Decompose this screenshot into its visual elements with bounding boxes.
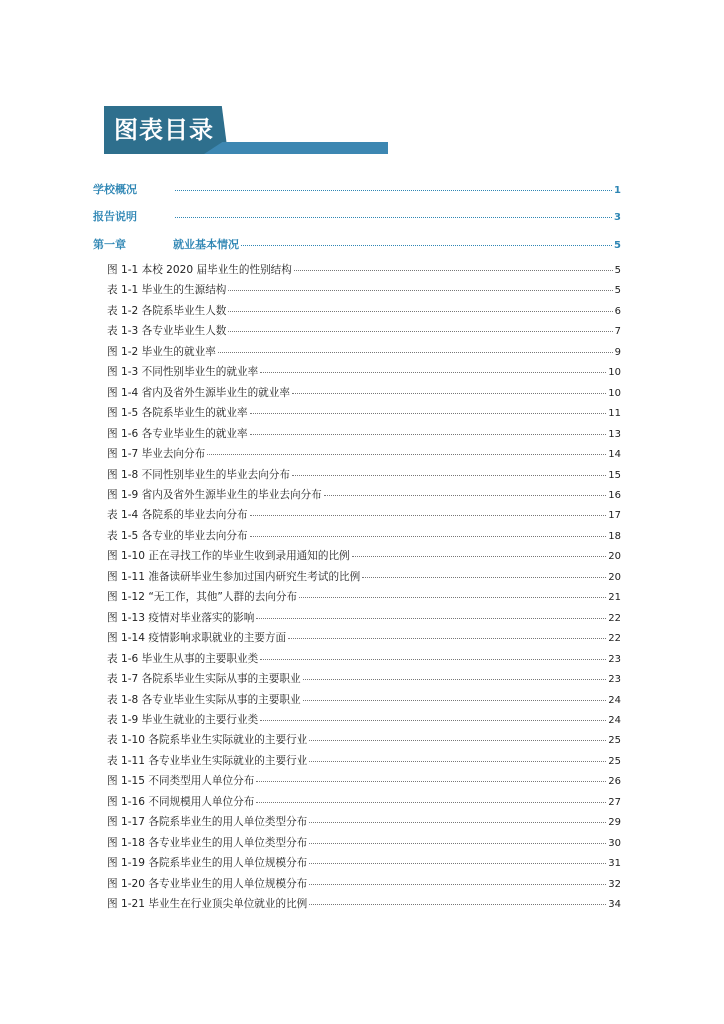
toc-item-entry[interactable] xyxy=(93,773,621,788)
toc-item-entry[interactable] xyxy=(93,794,621,809)
dot-leader xyxy=(303,679,607,680)
page-title: 图表目录 xyxy=(114,116,214,144)
page-number: 23 xyxy=(608,674,621,685)
toc-item-entry[interactable] xyxy=(93,487,621,502)
dot-leader xyxy=(309,904,606,905)
page-number: 9 xyxy=(614,346,621,358)
item-title: 图 1-19 各院系毕业生的用人单位规模分布 xyxy=(107,857,308,869)
item-title: 图 1-10 正在寻找工作的毕业生收到录用通知的比例 xyxy=(107,550,350,563)
item-title: 图 1-7 毕业去向分布 xyxy=(107,448,206,460)
page-number: 5 xyxy=(614,265,621,276)
toc-item-entry[interactable] xyxy=(93,569,621,584)
chapter-label: 第一章 xyxy=(93,238,126,251)
dot-leader xyxy=(218,352,613,353)
toc-item-entry[interactable] xyxy=(93,528,621,543)
item-title: 表 1-2 各院系毕业生人数 xyxy=(107,304,227,317)
item-title: 图 1-17 各院系毕业生的用人单位类型分布 xyxy=(107,816,308,829)
dot-leader xyxy=(241,245,612,246)
toc-item-entry[interactable] xyxy=(93,405,621,420)
page-number: 25 xyxy=(608,735,621,747)
dot-leader xyxy=(309,884,606,885)
page-number: 25 xyxy=(608,755,621,767)
item-title: 图 1-16 不同规模用人单位分布 xyxy=(107,795,255,808)
item-title: 图 1-13 疫情对毕业落实的影响 xyxy=(107,611,255,624)
toc-item-entry[interactable] xyxy=(93,426,621,441)
item-title: 图 1-2 毕业生的就业率 xyxy=(107,345,216,358)
toc-item-entry[interactable] xyxy=(93,896,621,911)
toc-item-entry[interactable] xyxy=(93,876,621,891)
dot-leader xyxy=(294,270,613,271)
page-number: 34 xyxy=(608,898,621,910)
page-number: 10 xyxy=(608,387,621,399)
toc-item-entry[interactable] xyxy=(93,282,621,297)
page-number: 24 xyxy=(608,714,621,726)
dot-leader xyxy=(292,393,606,394)
page-number: 17 xyxy=(608,510,621,522)
item-title: 表 1-3 各专业毕业生人数 xyxy=(107,325,227,338)
dot-leader xyxy=(228,290,612,291)
item-title: 图 1-11 准备读研毕业生参加过国内研究生考试的比例 xyxy=(107,570,361,583)
dot-leader xyxy=(362,577,606,578)
page-number: 20 xyxy=(608,571,621,583)
page-number: 1 xyxy=(614,185,621,196)
item-title: 图 1-20 各专业毕业生的用人单位规模分布 xyxy=(107,877,308,890)
item-title: 图 1-21 毕业生在行业顶尖单位就业的比例 xyxy=(107,897,308,910)
page-number: 26 xyxy=(608,776,621,788)
chapter-label: 学校概况 xyxy=(93,183,137,196)
toc-item-entry[interactable] xyxy=(93,671,621,686)
page-number: 3 xyxy=(614,212,621,223)
toc-item-entry[interactable] xyxy=(93,344,621,359)
toc-item-entry[interactable] xyxy=(93,712,621,727)
toc-item-entry[interactable] xyxy=(93,385,621,400)
dot-leader xyxy=(256,618,606,619)
toc-item-entry[interactable] xyxy=(93,610,621,625)
page-number: 22 xyxy=(608,612,621,624)
toc-item-entry[interactable] xyxy=(93,732,621,747)
dot-leader xyxy=(175,190,612,191)
item-title: 图 1-9 省内及省外生源毕业生的毕业去向分布 xyxy=(107,488,322,501)
page-number: 24 xyxy=(608,694,621,706)
dot-leader xyxy=(309,822,606,823)
item-title: 图 1-4 省内及省外生源毕业生的就业率 xyxy=(107,386,290,399)
page-number: 32 xyxy=(608,878,621,890)
item-title: 图 1-14 疫情影响求职就业的主要方面 xyxy=(107,632,287,645)
item-title: 图 1-15 不同类型用人单位分布 xyxy=(107,775,255,788)
dot-leader xyxy=(228,311,612,312)
page-number: 21 xyxy=(608,592,621,604)
dot-leader xyxy=(256,781,606,782)
item-title: 图 1-1 本校 2020 届毕业生的性别结构 xyxy=(107,264,292,276)
page-number: 7 xyxy=(614,326,621,338)
dot-leader xyxy=(292,475,606,476)
page-number: 22 xyxy=(608,633,621,645)
item-title: 图 1-8 不同性别毕业生的毕业去向分布 xyxy=(107,468,290,481)
item-title: 表 1-7 各院系毕业生实际从事的主要职业 xyxy=(107,673,301,685)
page-number: 30 xyxy=(608,837,621,849)
toc-item-entry[interactable] xyxy=(93,303,621,318)
toc-item-entry[interactable] xyxy=(93,630,621,645)
dot-leader xyxy=(250,434,607,435)
dot-leader xyxy=(260,372,606,373)
dot-leader xyxy=(309,863,606,864)
page-number: 15 xyxy=(608,469,621,481)
dot-leader xyxy=(250,413,607,414)
toc-item-entry[interactable] xyxy=(93,855,621,870)
page-number: 20 xyxy=(608,551,621,563)
item-title: 表 1-4 各院系的毕业去向分布 xyxy=(107,509,248,522)
page-number: 6 xyxy=(614,305,621,317)
item-title: 表 1-8 各专业毕业生实际从事的主要职业 xyxy=(107,693,301,706)
toc-item-entry[interactable] xyxy=(93,467,621,482)
item-title: 图 1-5 各院系毕业生的就业率 xyxy=(107,407,248,420)
item-title: 表 1-11 各专业毕业生实际就业的主要行业 xyxy=(107,754,308,767)
toc-item-entry[interactable] xyxy=(93,692,621,707)
page-number: 13 xyxy=(608,428,621,440)
page-number: 16 xyxy=(608,489,621,501)
page-number: 31 xyxy=(608,858,621,869)
dot-leader xyxy=(250,515,607,516)
dot-leader xyxy=(309,843,606,844)
dot-leader xyxy=(309,761,606,762)
item-title: 图 1-18 各专业毕业生的用人单位类型分布 xyxy=(107,836,308,849)
toc-chapter-entry[interactable] xyxy=(93,208,621,224)
toc-item-entry[interactable] xyxy=(93,814,621,829)
dot-leader xyxy=(324,495,607,496)
item-title: 表 1-6 毕业生从事的主要职业类 xyxy=(107,652,259,665)
dot-leader xyxy=(260,720,606,721)
toc-item-entry[interactable] xyxy=(93,507,621,522)
toc-item-entry[interactable] xyxy=(93,364,621,379)
chapter-label: 报告说明 xyxy=(93,210,137,223)
page-number: 10 xyxy=(608,367,621,379)
page-number: 18 xyxy=(608,530,621,542)
dot-leader xyxy=(352,556,607,557)
toc-item-entry[interactable] xyxy=(93,589,621,604)
dot-leader xyxy=(250,536,607,537)
toc-item-entry[interactable] xyxy=(93,446,621,461)
dot-leader xyxy=(228,331,612,332)
page-number: 11 xyxy=(608,408,621,420)
toc-chapter-entry[interactable] xyxy=(93,236,621,252)
toc-item-entry[interactable] xyxy=(93,651,621,666)
dot-leader xyxy=(175,217,612,218)
toc-item-entry[interactable] xyxy=(93,835,621,850)
page-number: 27 xyxy=(608,796,621,808)
page-number: 29 xyxy=(608,817,621,829)
dot-leader xyxy=(256,802,606,803)
item-title: 表 1-9 毕业生就业的主要行业类 xyxy=(107,713,259,726)
toc-chapter-entry[interactable] xyxy=(93,181,621,197)
page-number: 23 xyxy=(608,653,621,665)
page-number: 5 xyxy=(614,285,621,297)
item-title: 图 1-6 各专业毕业生的就业率 xyxy=(107,427,248,440)
toc-item-entry[interactable] xyxy=(93,262,621,277)
toc-banner xyxy=(104,106,388,154)
item-title: 表 1-5 各专业的毕业去向分布 xyxy=(107,529,248,542)
page-number: 5 xyxy=(614,240,621,251)
item-title: 表 1-10 各院系毕业生实际就业的主要行业 xyxy=(107,734,308,747)
item-title: 图 1-12 “无工作，其他”人群的去向分布 xyxy=(107,591,298,604)
banner-accent-stripe xyxy=(204,142,388,154)
toc-item-entry[interactable] xyxy=(93,323,621,338)
dot-leader xyxy=(303,700,607,701)
toc-item-entry[interactable] xyxy=(93,753,621,768)
toc-item-entry[interactable] xyxy=(93,548,621,563)
dot-leader xyxy=(260,659,606,660)
dot-leader xyxy=(299,597,606,598)
page-number: 14 xyxy=(608,449,621,460)
chapter-title: 就业基本情况 xyxy=(173,238,239,251)
dot-leader xyxy=(207,454,606,455)
item-title: 图 1-3 不同性别毕业生的就业率 xyxy=(107,366,259,379)
item-title: 表 1-1 毕业生的生源结构 xyxy=(107,284,227,297)
dot-leader xyxy=(288,638,606,639)
dot-leader xyxy=(309,740,606,741)
